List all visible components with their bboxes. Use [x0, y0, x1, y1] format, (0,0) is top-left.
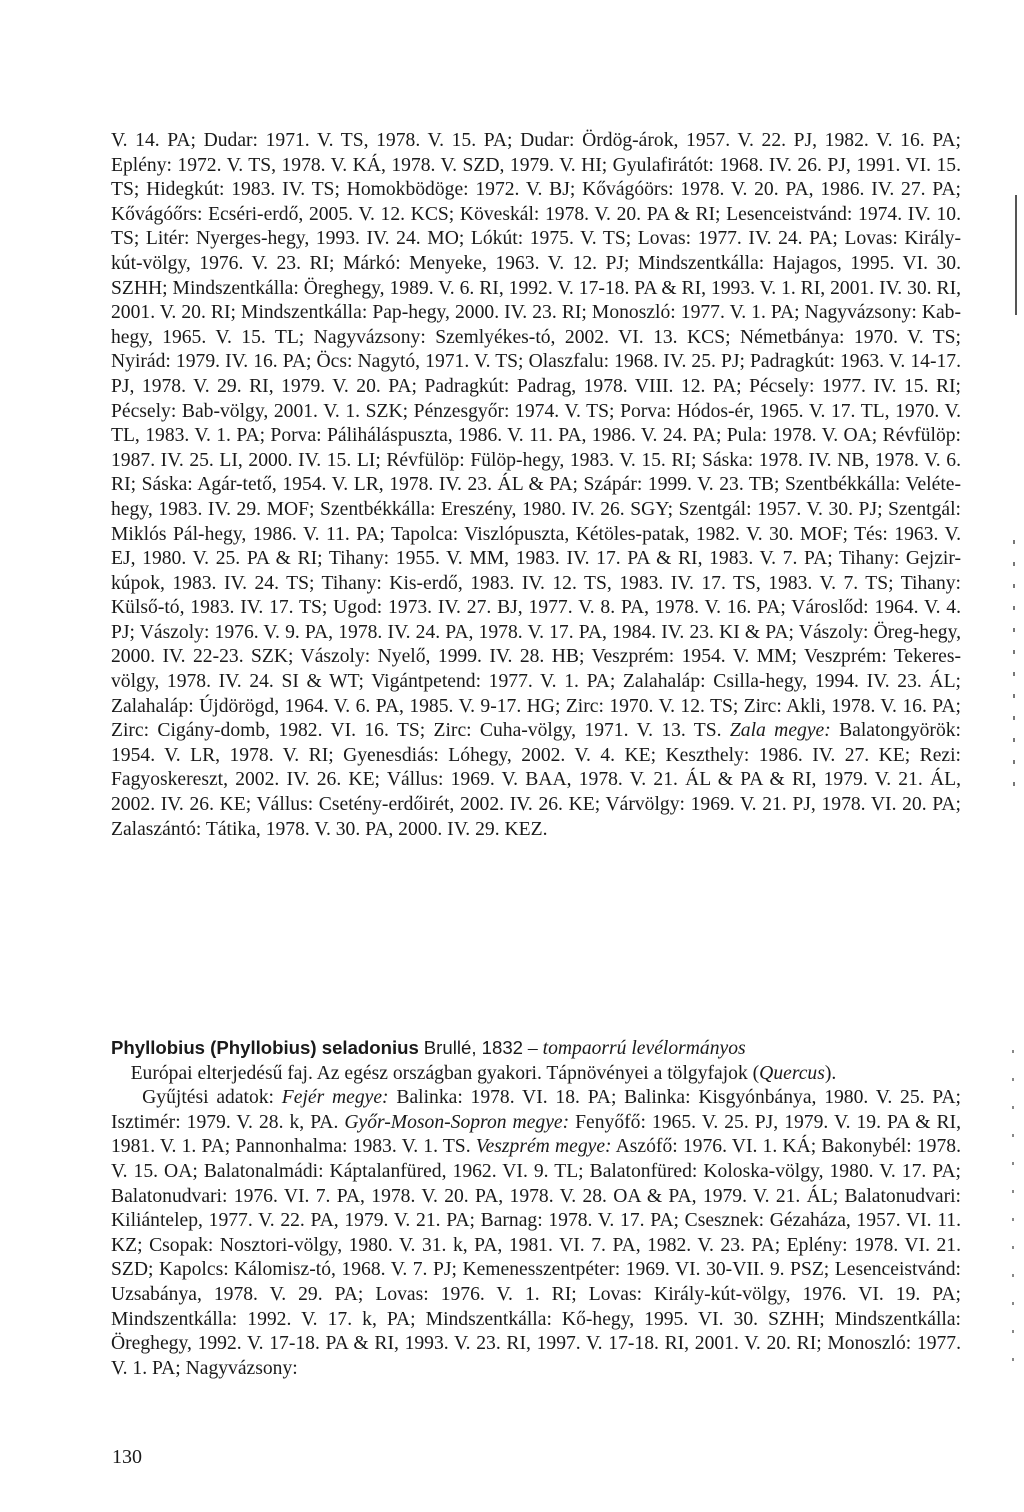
collection-records — [111, 1086, 961, 1381]
scan-margin-dots — [1013, 540, 1015, 800]
heading-dash: – — [527, 1038, 538, 1059]
species-entry — [111, 1036, 961, 1381]
county-label-fejer: Fejér megye: — [281, 1087, 389, 1109]
records-label: Gyűjtési adatok: — [142, 1087, 274, 1109]
records-veszprem: Aszófő: 1976. VI. 1. KÁ; Bakonybél: 1978. V. 15. OA; Balatonalmádi: Káptalanfüred, 1962. VI. 9. TL; Balatonfüred: Koloska-völgy, 1980. V. 17. PA; Balatonudvari: 1976. VI. 7. PA, 1978. V. 20. PA, 1978. V. 28. OA & PA, 1979. V. 21. ÁL; Balatonudvari: Kiliántelep, 1977. V. 22. PA, 1979. V. 21. PA; Barnag: 1978. V. 17. PA; Csesznek: Gézaháza, 1957. VI. 11. KZ; Csopak: Nosztori-völgy, 1980. V. 31. k, PA, 1981. VI. 7. PA, 1982. V. 23. PA; Eplény: 1978. VI. 21. SZD; Kapolcs: Kálomisz-tó, 1968. V. 7. PJ; Kemenesszentpéter: 1969. VI. 30-VII. 9. PSZ; Lesenceistvánd: Uzsabánya, 1978. V. 29. PA; Lovas: 1976. V. 1. RI; Lovas: Király-kút-völgy, 1976. VI. 19. PA; Mindszentkálla: 1992. V. 17. k, PA; Mindszentkálla: Kő-hegy, 1995. VI. 30. SZHH; Mindszentkálla: Öreghegy, 1992. V. 17-18. PA & RI, 1993. V. 23. RI, 1997. V. 17-18. RI, 2001. V. 20. RI; Monoszló: 1977. V. 1. PA; Nagyvázsony: — [111, 1136, 961, 1379]
county-label-gyor: Győr-Moson-Sopron megye: — [344, 1111, 570, 1133]
distribution-paragraph — [111, 1062, 961, 1087]
scan-margin-dots-lower — [1012, 1050, 1014, 1380]
records-text: V. 14. PA; Dudar: 1971. V. TS, 1978. V. 15. PA; Dudar: Ördög-árok, 1957. V. 22. PJ, 1982. V. 16. PA; Eplény: 1972. V. TS, 1978. V. KÁ, 1978. V. SZD, 1979. V. HI; Gyulafirátót: 1968. IV. 26. PJ, 1991. VI. 15. TS; Hidegkút: 1983. IV. TS; Homokbödöge: 1972. V. BJ; Kővágóörs: 1978. V. 20. PA, 1986. IV. 27. PA; Kővágóőrs: Ecséri-erdő, 2005. V. 12. KCS; Köveskál: 1978. V. 20. PA & RI; Lesenceistvánd: 1974. IV. 10. TS; Litér: Nyerges-hegy, 1993. IV. 24. MO; Lókút: 1975. V. TS; Lovas: 1977. IV. 24. PA; Lovas: Király-kút-völgy, 1976. V. 23. RI; Márkó: Menyeke, 1963. V. 12. PJ; Mindszentkálla: Hajagos, 1995. VI. 30. SZHH; Mindszentkálla: Öreghegy, 1989. V. 6. RI, 1992. V. 17-18. PA & RI, 1993. V. 1. RI, 2001. IV. 30. RI, 2001. V. 20. RI; Mindszentkálla: Pap-hegy, 2000. IV. 23. RI; Monoszló: 1977. V. 1. PA; Nagyvázsony: Kab-hegy, 1965. V. 15. TL; Nagyvázsony: Szemlyékes-tó, 2002. VI. 13. KCS; Németbánya: 1970. V. TS; Nyirád: 1979. IV. 16. PA; Öcs: Nagytó, 1971. V. TS; Olaszfalu: 1968. IV. 25. PJ; Padragkút: 1963. V. 14-17. PJ, 1978. V. 29. RI, 1979. V. 20. PA; Padragkút: Padrag, 1978. VIII. 12. PA; Pécsely: 1977. IV. 15. RI; Pécsely: Bab-völgy, 2001. V. 1. SZK; Pénzesgyőr: 1974. V. TS; Porva: Hódos-ér, 1965. V. 17. TL, 1970. V. TL, 1983. V. 1. PA; Porva: Páliháláspuszta, 1986. V. 11. PA, 1986. V. 24. PA; Pula: 1978. V. OA; Révfülöp: 1987. IV. 25. LI, 2000. IV. 15. LI; Révfülöp: Fülöp-hegy, 1983. V. 15. RI; Sáska: 1978. IV. NB, 1978. V. 6. RI; Sáska: Agár-tető, 1954. V. LR, 1978. IV. 23. ÁL & PA; Szápár: 1999. V. 23. TB; Szentbékkálla: Velétehegy, 1983. IV. 29. MOF; Szentbékkálla: Ereszény, 1980. IV. 26. SGY; Szentgál: 1957. V. 30. PJ; Szentgál: Miklós Pál-hegy, 1986. V. 11. PA; Tapolca: Viszlópuszta, Kétöles-patak, 1982. V. 30. MOF; Tés: 1963. V. EJ, 1980. V. 25. PA & RI; Tihany: 1955. V. MM, 1983. IV. 17. PA & RI, 1983. V. 7. PA; Tihany: Gejzir-kúpok, 1983. IV. 24. TS; Tihany: Kis-erdő, 1983. IV. 12. TS, 1983. IV. 17. TS, 1983. V. 7. TS; Tihany: Külső-tó, 1983. IV. 17. TS; Ugod: 1973. IV. 27. BJ, 1977. V. 8. PA, 1978. V. 16. PA; Városlőd: 1964. V. 4. PJ; Vászoly: 1976. V. 9. PA, 1978. IV. 24. PA, 1978. V. 17. PA, 1984. IV. 23. KI & PA; Vászoly: Öreg-hegy, 2000. IV. 22-23. SZK; Vászoly: Nyelő, 1999. IV. 28. HB; Veszprém: 1954. V. MM; Veszprém: Tekeres-völgy, 1978. IV. 24. SI & WT; Vigántpetend: 1977. V. 1. PA; Zalahaláp: Csilla-hegy, 1994. IV. 23. ÁL; Zalahaláp: Újdörögd, 1964. V. 6. PA, 1985. V. 9-17. HG; Zirc: 1970. V. 12. TS; Zirc: Akli, 1978. V. 16. PA; Zirc: Cigány-domb, 1982. VI. 16. TS; Zirc: Cuha-völgy, 1971. V. 13. TS. — [111, 130, 961, 742]
species-heading — [111, 1036, 961, 1062]
records-text-zala: Balatongyörök: 1954. V. LR, 1978. V. RI; Gyenesdiás: Lóhegy, 2002. V. 4. KE; Keszthely: 1986. IV. 27. KE; Rezi: Fagyoskereszt, 2002. IV. 26. KE; Vállus: 1969. V. BAA, 1978. V. 21. ÁL & PA & RI, 1979. V. 21. ÁL, 2002. IV. 26. KE; Vállus: Csetény-erdőirét, 2002. IV. 26. KE; Várvölgy: 1969. V. 21. PJ, 1978. VI. 20. PA; Zalaszántó: Tátika, 1978. V. 30. PA, 2000. IV. 29. KEZ. — [111, 720, 961, 840]
records-fejer: Balinka: 1978. VI. 18. PA; Balinka: Kisgyónbánya, 1980. V. 25. PA; Isztimér: 1979. V. 28. k, PA. — [111, 1087, 962, 1133]
host-genus: Quercus — [759, 1062, 825, 1084]
county-label-zala: Zala megye: — [729, 720, 831, 742]
page-number: 130 — [112, 1446, 142, 1468]
species-common-name: tompaorrú levélormányos — [542, 1038, 746, 1059]
distribution-text: Európai elterjedésű faj. Az egész országban gyakori. Tápnövényei a tölgyfajok ( — [130, 1062, 760, 1084]
county-label-veszprem: Veszprém megye: — [475, 1136, 612, 1158]
records-paragraph — [111, 129, 961, 842]
species-author: Brullé, 1832 — [423, 1037, 524, 1058]
distribution-end: ). — [824, 1062, 837, 1084]
scan-margin-line — [1015, 195, 1017, 315]
records-gyor: Fenyőfő: 1965. V. 25. PJ, 1979. V. 19. PA & RI, 1981. V. 1. PA; Pannonhalma: 1983. V. 1. TS. — [111, 1111, 961, 1158]
species-name: Phyllobius (Phyllobius) seladonius — [111, 1037, 419, 1058]
